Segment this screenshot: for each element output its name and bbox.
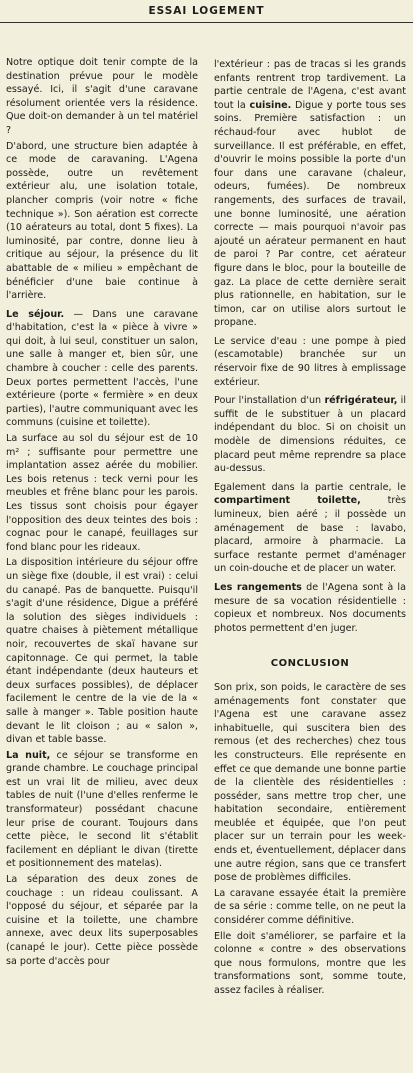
paragraph-sejour [6,308,198,430]
paragraph-conclusion-2: La caravane essayée était la première de sa série : comme telle, on ne peut la considérer comme définitive. [214,887,406,927]
text-frigo-a: Pour l'installation d'un [214,395,325,407]
section-title: ESSAI LOGEMENT [148,5,265,17]
conclusion-heading: CONCLUSION [270,658,350,670]
paragraph-surface: La surface au sol du séjour est de 10 m² ; suffisante pour permettre une implantation assez aérée du mobilier. Les bois retenus : teck verni pour les meubles et frêne blanc pour les parois. Les tissus sont choisis pour égayer l'opposition des deux teintes des bois : cognac pour le canapé, feuillages sur fond blanc pour les rideaux. [6,433,198,553]
text-frigo-b: il suffit de le substituer à un placard indépendant du bloc. Si on choisit un modèle de dimensions réduites, ce placard peut même reprendre sa place au-dessus. [214,395,406,475]
paragraph-conclusion-3: Elle doit s'améliorer, se parfaire et la colonne « contre » des observations que nous formulons, montre que les transformations sont, somme toute, assez faciles à réaliser. [214,930,406,996]
right-column [214,58,406,1068]
paragraph-rangements [214,581,406,635]
lead-frigo: réfrigérateur, [324,395,398,407]
text-cuisine-b: Digue y porte tous ses soins. Première satisfaction : un réchaud-four avec hublot de surveillance. Il est préférable, en effet, d'ouvrir le moins possible la porte d'un four dans une caravane (chaleur, odeurs, fumées). De nombreux rangements, des surfaces de travail, une bonne luminosité, une aération correcte — mais pourquoi n'avoir pas ajouté un aérateur permanent en haut de paroi ? Par contre, cet aérateur figure dans le bloc, pour la bouteille de gaz. La place de cette dernière serait plus rationnelle, en habitation, sur le timon, car on utilise alors surtout le propane. [214,99,406,329]
paragraph-toilette [214,481,406,576]
paragraph-cuisine [214,58,406,330]
text-cuisine-a: l'extérieur : pas de tracas si les grands enfants rentrent trop tardivement. La partie centrale de l'Agena, c'est avant tout la [214,59,406,111]
lead-cuisine: cuisine. [249,99,292,111]
lead-rangements: Les rangements [214,581,302,593]
lead-sejour: Le séjour. [6,308,65,320]
left-column [6,56,198,1066]
paragraph-nuit [6,749,198,871]
paragraph-separation: La séparation des deux zones de couchage : un rideau coulissant. A l'opposé du séjour, et séparée par la cuisine et la toilette, une chambre annexe, avec deux lits superposables (canapé le jour). Cette pièce possède sa porte d'accès pour [6,874,198,967]
paragraph-conclusion-1: Son prix, son poids, le caractère de ses aménagements font constater que l'Agena est une caravane assez inhabituelle, qui suscitera bien des remous (et des recherches) chez tous les constructeurs. Elle représente en effet ce que demande une bonne partie de la clientèle des résidentielles : posséder, sans mettre trop cher, une habitation secondaire, entièrement meublée et équipée, que l'on peut placer sur un terrain pour les week-ends et, éventuellement, déplacer dans une autre région, sans que ce transfert pose de problèmes difficiles. [214,681,406,884]
text-toilette-b: très lumineux, bien aéré ; il possède un aménagement de base : lavabo, placard, armoire à pharmacie. La surface restante permet d'aménager un coin-douche et de placer un water. [214,495,406,575]
lead-nuit: La nuit, [6,749,51,761]
paragraph-structure: D'abord, une structure bien adaptée à ce mode de caravaning. L'Agena possède, outre un revêtement extérieur alu, une isolation totale, plancher compris (voir notre « fiche technique »). Son aération est correcte (10 aérateurs au total, dont 5 fixes). La luminosité, par contre, donne lieu à critique au séjour, la présence du lit abattable de « milieu » empêchant de bénéficier d'une baie continue à l'arrière. [6,140,198,302]
paragraph-refrigerateur [214,394,406,476]
lead-toilette: compartiment toilette, [214,495,361,507]
text-sejour: — Dans une caravane d'habitation, c'est la « pièce à vivre » qui doit, à lui seul, constituer un salon, une salle à manger et, bien sûr, une chambre à coucher : celle des parents. Deux portes permettent l'accès, l'une extérieure (porte « fermière » en deux parties), l'autre communiquant avec les communs (cuisine et toilette). [6,308,198,429]
text-rangements: de l'Agena sont à la mesure de sa vocation résidentielle : copieux et nombreux. Nos documents photos permettent d'en juger. [214,581,406,634]
text-toilette-a: Egalement dans la partie centrale, le [214,481,406,493]
section-header [0,0,413,23]
paragraph-eau: Le service d'eau : une pompe à pied (escamotable) branchée sur un réservoir fixe de 90 litres à emplissage extérieur. [214,335,406,388]
paragraph-intro: Notre optique doit tenir compte de la destination prévue pour le modèle essayé. Ici, il s'agit d'une caravane résolument orientée vers la résidence. Que doit-on demander à un tel matériel ? [6,57,198,136]
paragraph-disposition: La disposition intérieure du séjour offre un siège fixe (double, il est vrai) : celui du canapé. Pas de banquette. Puisqu'il s'agit d'une résidence, Digue a préféré la solution des sièges individuels : quatre chaises à piètement métallique noir, recouvertes de skaï havane sur capitonnage. Ce qui permet, la table étant indépendante (deux hauteurs et deux surfaces possibles), de déplacer facilement le centre de la vie de la « salle à manger ». Table position haute devant le lit cloison ; au « salon », divan et table basse. [6,557,198,746]
text-nuit: ce séjour se transforme en grande chambre. Le couchage principal est un vrai lit de milieu, avec deux tables de nuit (l'une d'elles renferme le transformateur) possédant chacune leur prise de courant. Toujours dans cette pièce, le second lit s'établit facilement en dépliant le divan (tirette et positionnement des matelas). [6,749,198,870]
